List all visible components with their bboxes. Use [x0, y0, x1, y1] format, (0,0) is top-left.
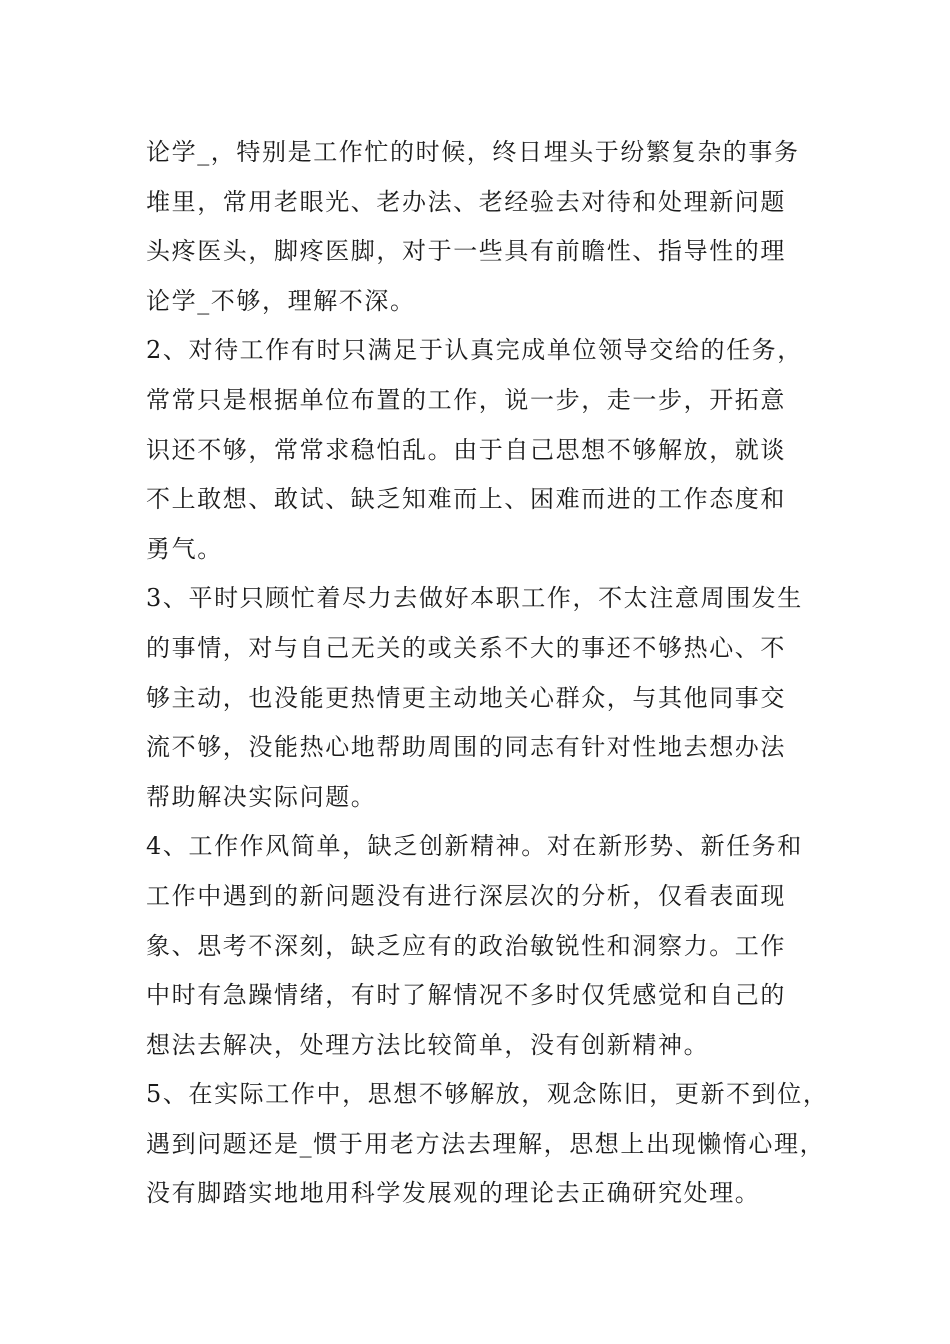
- text-line: 没有脚踏实地地用科学发展观的理论去正确研究处理。: [146, 1179, 761, 1208]
- text-line: 识还不够，常常求稳怕乱。由于自己思想不够解放，就谈: [146, 435, 786, 464]
- text-line: 4、工作作风简单，缺乏创新精神。对在新形势、新任务和: [146, 832, 803, 861]
- text-line: 不上敢想、敢试、缺乏知难而上、困难而进的工作态度和: [146, 485, 786, 514]
- text-line: 常常只是根据单位布置的工作，说一步，走一步，开拓意: [146, 385, 786, 414]
- text-line: 5、在实际工作中，思想不够解放，观念陈旧，更新不到位，: [146, 1080, 829, 1109]
- text-line: 3、平时只顾忙着尽力去做好本职工作，不太注意周围发生: [146, 584, 803, 613]
- text-line: 够主动，也没能更热情更主动地关心群众，与其他同事交: [146, 683, 786, 712]
- text-line: 勇气。: [146, 534, 223, 563]
- text-line: 中时有急躁情绪，有时了解情况不多时仅凭感觉和自己的: [146, 981, 786, 1010]
- text-line: 遇到问题还是_惯于用老方法去理解，思想上出现懒惰心理，: [146, 1129, 826, 1158]
- text-line: 的事情，对与自己无关的或关系不大的事还不够热心、不: [146, 633, 786, 662]
- text-line: 象、思考不深刻，缺乏应有的政治敏锐性和洞察力。工作: [146, 931, 786, 960]
- text-line: 头疼医头，脚疼医脚，对于一些具有前瞻性、指导性的理: [146, 237, 786, 266]
- text-line: 想法去解决，处理方法比较简单，没有创新精神。: [146, 1030, 710, 1059]
- text-line: 堆里，常用老眼光、老办法、老经验去对待和处理新问题: [146, 187, 786, 216]
- text-line: 论学_，特别是工作忙的时候，终日埋头于纷繁复杂的事务: [146, 138, 800, 166]
- text-line: 帮助解决实际问题。: [146, 782, 377, 811]
- text-line: 流不够，没能热心地帮助周围的同志有针对性地去想办法: [146, 733, 786, 762]
- text-line: 工作中遇到的新问题没有进行深层次的分析，仅看表面现: [146, 881, 786, 910]
- text-line: 论学_不够，理解不深。: [146, 286, 416, 315]
- document-body: [146, 128, 829, 1219]
- text-line: 2、对待工作有时只满足于认真完成单位领导交给的任务，: [146, 336, 803, 365]
